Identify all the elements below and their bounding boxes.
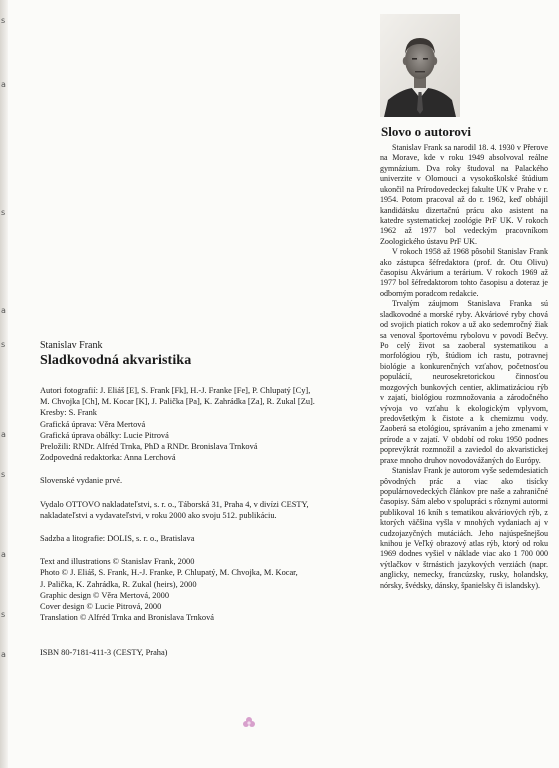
edge-mark: s (1, 470, 6, 479)
credit-line: Zodpovedná redaktorka: Anna Lerchová (40, 453, 176, 463)
flower-ornament-icon (242, 716, 256, 730)
edge-mark: s (1, 340, 6, 349)
copyright-line: Graphic design © Věra Mertová, 2000 (40, 590, 170, 600)
bio-paragraph: Trvalým záujmom Stanislava Franka sú sladkovodné a morské ryby. Akváriové ryby chová od svojich piatich rokov a už ako sedemročný žiak sa venoval športovému rybolovu v povodí Bečvy. Po celý život sa zaoberal systematikou a morfológiou rýb, štúdiom ich rastu, potravnej biológie a konkurenčných vzťahov, početnosťou populácií, neurosekretorickou činnosťou mozgových bunkových centier, aklimatizáciou rýb v zajatí, biológiou rozmnožovania a zárodočného vývoja vo vzťahu k ekologickým vplyvom, predovšetkým k čistote a k chemizmu vody. Zaoberá sa etológiou, správaním a jeho zmenami v prírode a v zajatí. V období od roku 1950 podnes poprevýkrát rozmnožil a zaviedol do akvaristickej praxe mnoho druhov novodovážaných do Európy. (380, 299, 548, 465)
edition-note: Slovenské vydanie prvé. (40, 476, 123, 486)
imprint-block (40, 340, 315, 659)
publisher-line: nakladateľstvi a vydavateľstvi, v roku 2000 ako svoju 512. publikáciu. (40, 510, 277, 520)
publisher-line: Vydalo OTTOVO nakladateľstvi, s. r. o., Táborská 31, Praha 4, v divízi CESTY, (40, 499, 309, 509)
bio-paragraph: Stanislav Frank sa narodil 18. 4. 1930 v Přerove na Morave, kde v roku 1949 absolvoval reálne gymnázium. Dva roky študoval na Palackého univerzite v Olomouci a vysokoškolské štúdium ukončil na Prírodovedeckej fakulte UK v Prahe v r. 1954. Potom pracoval až do r. 1962, keď obhájil kandidátsku dizertačnú prácu ako asistent na katedre systematickej zoológie PrF UK. V rokoch 1962 až 1977 bol vedeckým pracovníkom Zoologického ústavu PrF UK. (380, 143, 548, 246)
credit-line: Autori fotografií: J. Eliáš [E], S. Frank [Fk], H.-J. Franke [Fe], P. Chlupatý [Cy], (40, 386, 311, 395)
bio-paragraph: Stanislav Frank je autorom vyše sedemdesiatich pôvodných prác a viac ako tisícky populárnovedeckých článkov pre naše a zahraničné časopisy. Sám alebo v spolupráci s rôznymi autormi publikoval 16 kníh s tematikou akváriových rýb, z ktorých väčšina vyšla v mnohých vydaniach aj v cudzojazyčných mutáciách. Jeho najúspešnejšou knihou je Veľký obrazový atlas rýb, ktorý od roku 1969 dodnes vyšiel v náklade viac ako 1 700 000 výtlačkov v štrnástich jazykových verziách (napr. anglicky, nemecky, francúzsky, rusky, holandsky, nórsky, švédsky, dánsky, španielsky či islandsky). (380, 466, 548, 590)
author-portrait (380, 14, 460, 117)
book-title: Sladkovodná akvaristika (40, 353, 192, 368)
credit-line: Grafická úprava: Věra Mertová (40, 419, 146, 429)
section-heading: Slovo o autorovi (381, 124, 472, 139)
bio-paragraph: V rokoch 1958 až 1968 pôsobil Stanislav Frank ako zástupca šéfredaktora (prof. dr. Otu Olivu) časopisu Akvárium a terárium. V rokoch 1969 až 1977 bol šéfredaktorom tohto časopisu a doteraz je odborným poradcom redakcie. (380, 247, 548, 298)
credit-line: Preložili: RNDr. Alfréd Trnka, PhD a RNDr. Bronislava Trnková (40, 442, 258, 452)
typesetting-info: Sadzba a litografie: DOLIS, s. r. o., Bratislava (40, 534, 195, 544)
credit-line: M. Chvojka [Ch], M. Kocar [K], J. Palička [Pa], K. Zahrádka [Za], R. Zukal [Zu]. (40, 397, 315, 407)
contributor-credits (40, 385, 315, 463)
edge-mark: a (1, 306, 6, 315)
edge-mark: a (1, 650, 6, 659)
author-biography (380, 143, 548, 591)
edge-mark: s (1, 16, 6, 25)
copyright-line: Cover design © Lucie Pitrová, 2000 (40, 602, 162, 612)
edge-mark: a (1, 430, 6, 439)
credit-line: Grafická úprava obálky: Lucie Pitrová (40, 430, 169, 440)
copyright-line: Photo © J. Eliáš, S. Frank, H.-J. Franke, P. Chlupatý, M. Chvojka, M. Kocar, (40, 568, 298, 578)
isbn: ISBN 80-7181-411-3 (CESTY, Praha) (40, 648, 168, 658)
copyright-line: Translation © Alfréd Trnka and Bronislava Trnková (40, 613, 215, 623)
edge-mark: s (1, 208, 6, 217)
book-author: Stanislav Frank (40, 340, 103, 351)
edge-mark: a (1, 80, 6, 89)
portrait-photo-icon (380, 14, 460, 117)
credit-line: Kresby: S. Frank (40, 408, 97, 418)
edge-mark: a (1, 550, 6, 559)
copyright-line: J. Palička, K. Zahrádka, R. Zukal (heirs), 2000 (40, 579, 197, 589)
copyright-block (40, 556, 298, 623)
edge-mark: s (1, 610, 6, 619)
copyright-line: Text and illustrations © Stanislav Frank, 2000 (40, 557, 195, 567)
publisher-info (40, 499, 309, 521)
